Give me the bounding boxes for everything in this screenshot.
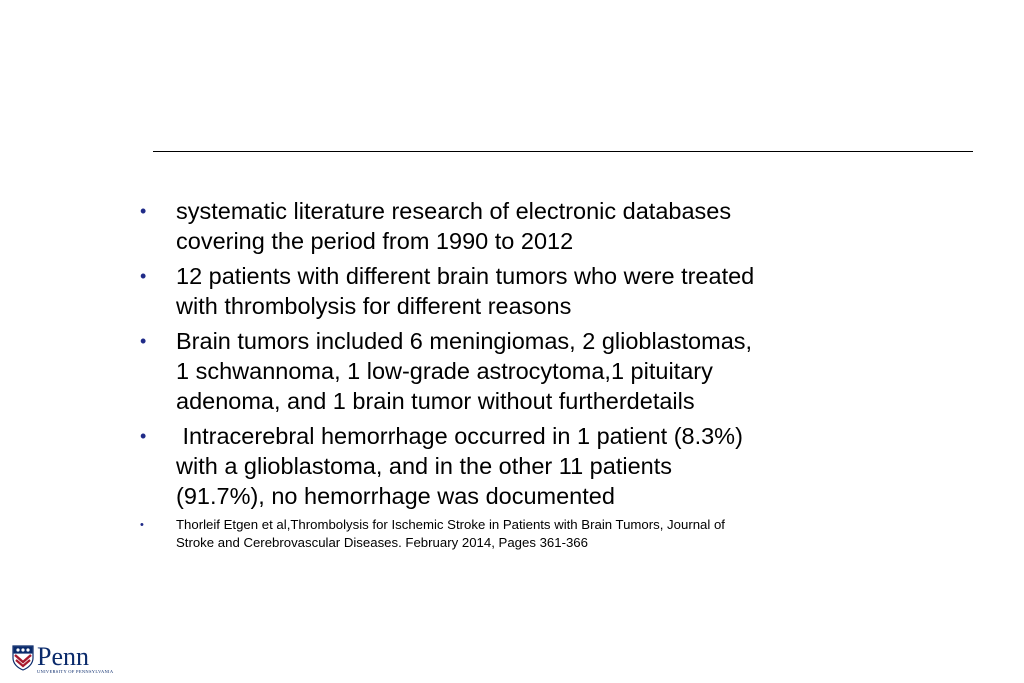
- penn-logo: [12, 642, 114, 677]
- bullet-list: [140, 196, 760, 557]
- bullet-item: [140, 326, 760, 416]
- penn-shield-icon: [12, 645, 34, 671]
- bullet-dot-icon: •: [140, 519, 144, 531]
- citation-text: Thorleif Etgen et al,Thrombolysis for Ischemic Stroke in Patients with Brain Tumors, Journal of Stroke and Cerebrovascular Diseases. February 2014, Pages 361-366: [176, 517, 725, 550]
- bullet-text: systematic literature research of electronic databases covering the period from 1990 to 2012: [176, 198, 732, 254]
- bullet-item: [140, 421, 760, 511]
- title-divider: [153, 151, 973, 152]
- citation-item: [140, 516, 760, 552]
- bullet-dot-icon: •: [140, 266, 147, 286]
- logo-subtitle: UNIVERSITY OF PENNSYLVANIA: [37, 669, 114, 674]
- logo-wordmark: Penn: [37, 642, 89, 671]
- bullet-dot-icon: •: [140, 426, 147, 446]
- bullet-dot-icon: •: [140, 201, 147, 221]
- bullet-text: Brain tumors included 6 meningiomas, 2 glioblastomas, 1 schwannoma, 1 low-grade astrocytoma,1 pituitary adenoma, and 1 brain tumor without furtherdetails: [176, 328, 753, 414]
- bullet-item: [140, 196, 760, 256]
- bullet-item: [140, 261, 760, 321]
- bullet-dot-icon: •: [140, 331, 147, 351]
- bullet-text: 12 patients with different brain tumors who were treated with thrombolysis for different reasons: [176, 263, 755, 319]
- bullet-text: Intracerebral hemorrhage occurred in 1 patient (8.3%) with a glioblastoma, and in the other 11 patients (91.7%), no hemorrhage was documented: [176, 423, 750, 509]
